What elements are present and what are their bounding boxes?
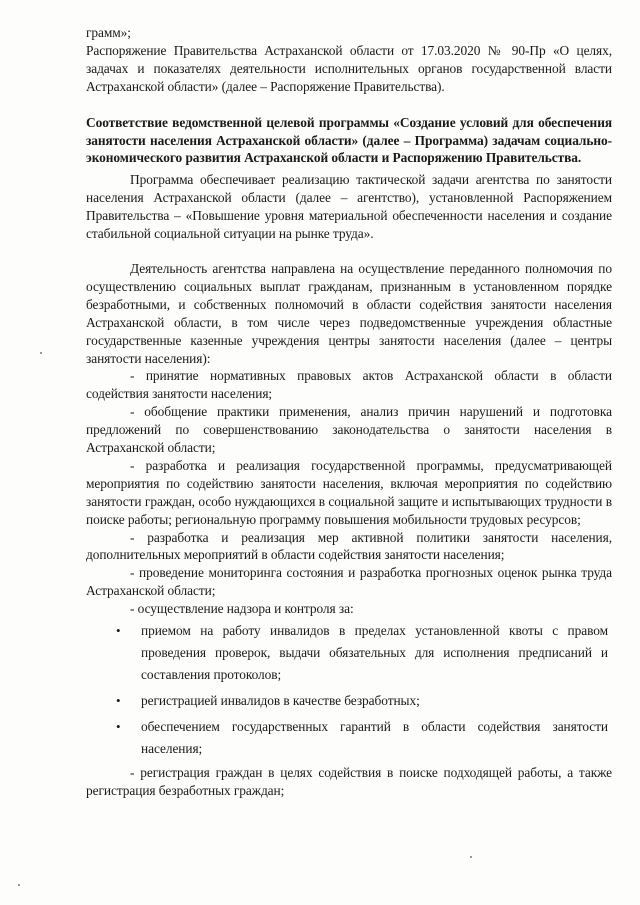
scan-speck (470, 856, 472, 858)
bullet-text: регистрацией инвалидов в качестве безработных; (141, 693, 420, 709)
supervision-bullet-list (86, 620, 612, 760)
list-item: - проведение мониторинга состояния и разработка прогнозных оценок рынка труда Астраханской области; (86, 565, 612, 599)
bullet-item (86, 620, 612, 686)
bullet-item (86, 716, 612, 760)
bullet-icon: • (116, 719, 121, 735)
list-item: - обобщение практики применения, анализ причин нарушений и подготовка предложений по совершенствованию законодательства о занятости населения в Астраханской области; (86, 404, 612, 456)
document-body (86, 24, 612, 800)
list-item: - разработка и реализация государственной программы, предусматривающей мероприятия по содействию занятости населения, включая мероприятия по содействию занятости граждан, особо нуждающихся в социальной защите и испытывающих трудности в поиске работы; региональную программу повышения мобильности трудовых ресурсов; (86, 457, 612, 527)
paragraph-program-task: Программа обеспечивает реализацию тактической задачи агентства по занятости населения Астраханской области (далее – агентство), установленной Распоряжением Правительства – «Повышение уровня материальной обеспеченности населения и создание стабильной социальной ситуации на рынке труда». (86, 172, 612, 242)
scan-speck (18, 884, 20, 886)
section-heading: Соответствие ведомственной целевой программы «Создание условий для обеспечения занятости населения Астраханской области» (далее – Программа) задачам социально-экономического развития Астраханской области и Распоряжению Правительства. (86, 114, 612, 166)
list-item: - принятие нормативных правовых актов Астраханской области в области содействия занятости населения; (86, 368, 612, 402)
paragraph-agency-activity: Деятельность агентства направлена на осуществление переданного полномочия по осуществлению социальных выплат гражданам, признанным в установленном порядке безработными, и собственных полномочий в области содействия занятости населения Астраханской области, в том числе через подведомственные учреждения областные государственные казенные учреждения центры занятости населения (далее – центры занятости населения): (86, 260, 612, 366)
bullet-item (86, 690, 612, 712)
bullet-text: обеспечением государственных гарантий в области содействия занятости населения; (141, 719, 608, 757)
intro-line: грамм»; (86, 25, 131, 40)
list-item: - осуществление надзора и контроля за: (130, 601, 354, 617)
bullet-text: приемом на работу инвалидов в пределах установленной квоты с правом проведения проверок, выдачи обязательных для исполнения предписаний и составления протоколов; (141, 623, 608, 683)
bullet-icon: • (116, 693, 121, 709)
bullet-icon: • (116, 623, 121, 639)
closing-item: - регистрация граждан в целях содействия в поиске подходящей работы, а также регистрация безработных граждан; (86, 765, 612, 798)
regulation-reference: Распоряжение Правительства Астраханской области от 17.03.2020 № 90-Пр «О целях, задачах и показателях деятельности исполнительных органов государственной власти Астраханской области» (далее – Распоряжение Правительства). (86, 42, 612, 94)
list-item: - разработка и реализация мер активной политики занятости населения, дополнительных мероприятий в области содействия занятости населения; (86, 529, 612, 563)
scan-speck (40, 352, 42, 354)
